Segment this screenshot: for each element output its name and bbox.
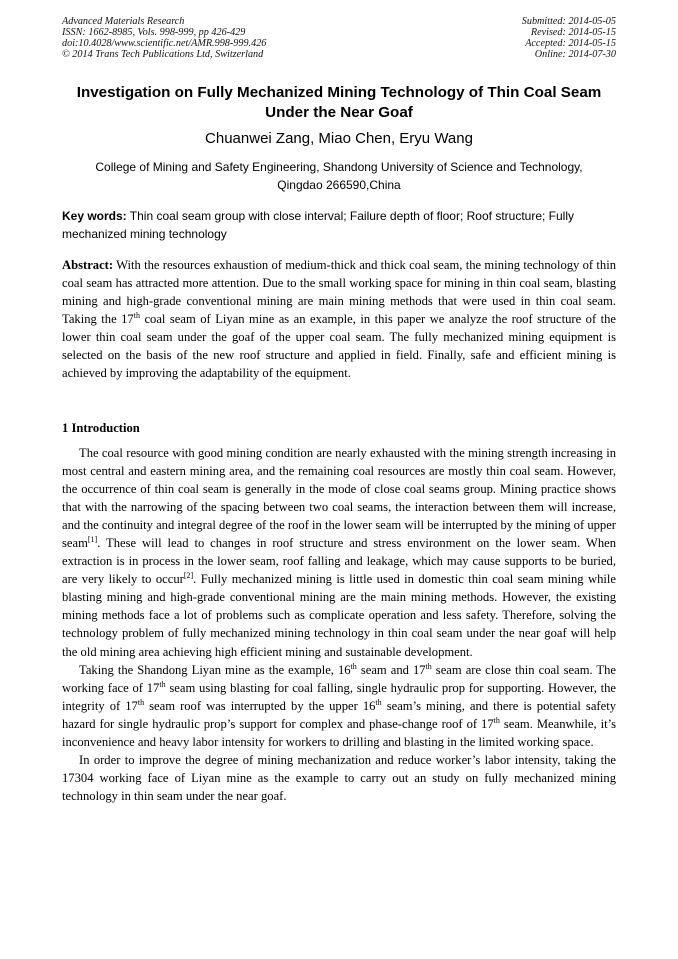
p2-text-g: seam. Meanwhile, it’s inconvenience and heavy labor intensity for workers to drilling and blasting in the limited working space. xyxy=(62,716,616,749)
p2-text-f: seam’s mining, and there is potential safety hazard for single hydraulic prop’s support for complex and phase-change roof of 17 xyxy=(62,698,616,731)
keywords xyxy=(62,207,616,243)
p2-sup-3: th xyxy=(159,679,166,689)
journal-issn: ISSN: 1662-8985, Vols. 998-999, pp 426-429 xyxy=(62,27,246,38)
p1-text-a: The coal resource with good mining condition are nearly exhausted with the mining strength increasing in most central and eastern mining area, and the remaining coal resources are mostly thin coal seam. However, the occurrence of thin coal seam is generally in the mode of close coal seams group. Mining practice shows that with the narrowing of the spacing between two coal seams, the interaction between them will increase, and the continuity and integral degree of the roof in the lower seam will be interrupted by the mining of upper seam xyxy=(62,446,616,551)
online-date: Online: 2014-07-30 xyxy=(534,49,616,60)
accepted-date: Accepted: 2014-05-15 xyxy=(525,38,616,49)
journal-doi: doi:10.4028/www.scientific.net/AMR.998-999.426 xyxy=(62,38,267,49)
journal-info xyxy=(62,16,266,60)
p2-sup-1: th xyxy=(350,661,357,671)
abstract-label: Abstract: xyxy=(62,258,114,272)
affiliation-line-2: Qingdao 266590,China xyxy=(277,178,401,192)
paper-title xyxy=(62,83,616,123)
citation-1: [1] xyxy=(87,535,98,545)
keywords-text: Thin coal seam group with close interval; Failure depth of floor; Roof structure; Fully mechanized mining technology xyxy=(62,209,575,241)
intro-paragraph-2 xyxy=(62,661,616,751)
p2-text-b: seam and 17 xyxy=(356,662,426,677)
keywords-label: Key words: xyxy=(62,209,127,223)
affiliation-line-1: College of Mining and Safety Engineering, Shandong University of Science and Technology, xyxy=(95,160,583,174)
abstract xyxy=(62,256,616,382)
p1-text-c: . Fully mechanized mining is little used in domestic thin coal seam mining while blasting mining and high-grade conventional mining are the main mining methods. However, the existing mining methods face a lot of problems such as complicate operation and less safety. Therefore, solving the technology problem of fully mechanized mining technology in thin coal seam under the near goaf will help the old mining area achieving high efficient mining and sustainable development. xyxy=(62,572,616,659)
journal-name: Advanced Materials Research xyxy=(62,16,185,27)
abstract-text-b: coal seam of Liyan mine as an example, in this paper we analyze the roof structure of the lower thin coal seam under the goaf of the upper coal seam. The fully mechanized mining equipment is selected on the basis of the new roof structure and applied in field. Finally, safe and efficient mining is achieved by improving the adaptability of the equipment. xyxy=(62,312,616,381)
p2-text-e: seam roof was interrupted by the upper 16 xyxy=(144,698,376,713)
citation-2: [2] xyxy=(183,571,194,581)
p2-sup-6: th xyxy=(493,715,500,725)
p1-text-b: . These will lead to changes in roof structure and stress environment on the lower seam. When extraction is in process in the lower seam, roof falling and leakage, which may cause supports to be buried, are very likely to occur xyxy=(62,536,616,587)
paper-authors: Chuanwei Zang, Miao Chen, Eryu Wang xyxy=(205,130,473,147)
p2-sup-2: th xyxy=(425,661,432,671)
revised-date: Revised: 2014-05-15 xyxy=(530,27,616,38)
paper-title-line-2: Under the Near Goaf xyxy=(265,104,413,121)
p2-text-a: Taking the Shandong Liyan mine as the example, 16 xyxy=(79,662,351,677)
journal-copyright: © 2014 Trans Tech Publications Ltd, Switzerland xyxy=(62,49,264,60)
abstract-text-a: With the resources exhaustion of medium-thick and thick coal seam, the mining technology of thin coal seam has attracted more attention. Due to the small working space for mining in thin coal seam, blasting mining and high-grade conventional mining are main mining methods that were used in thin coal seam. Taking the 17 xyxy=(62,258,616,327)
publication-dates xyxy=(522,16,616,60)
intro-paragraph-3: In order to improve the degree of mining mechanization and reduce worker’s labor intensity, taking the 17304 working face of Liyan mine as the example to carry out an study on fully mechanized mining technology in thin seam under the near goaf. xyxy=(62,752,616,803)
submitted-date: Submitted: 2014-05-05 xyxy=(521,16,616,27)
paper-title-line-1: Investigation on Fully Mechanized Mining Technology of Thin Coal Seam xyxy=(76,84,602,101)
p2-text-c: seam are close thin coal seam. The working face of 17 xyxy=(62,662,617,695)
p2-text-d: seam using blasting for coal falling, single hydraulic prop for supporting. However, the integrity of 17 xyxy=(62,680,617,713)
abstract-sup: th xyxy=(133,310,140,320)
p2-sup-5: th xyxy=(375,697,382,707)
introduction-body xyxy=(62,444,616,805)
section-heading-introduction: 1 Introduction xyxy=(62,421,140,435)
paper-affiliation xyxy=(62,158,616,194)
intro-paragraph-1 xyxy=(62,444,616,661)
p2-sup-4: th xyxy=(137,697,145,707)
